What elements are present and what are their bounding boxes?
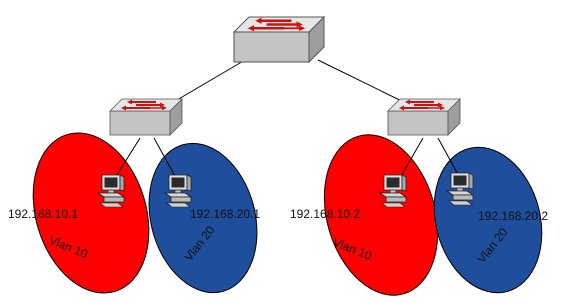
vlan-label: Vlan 20: [181, 223, 218, 264]
ip-label: 192.168.20.1: [190, 207, 261, 221]
core-switch-icon: [234, 17, 324, 62]
vlan-label: Vlan 20: [474, 225, 511, 266]
ip-label: 192.168.10.2: [290, 207, 361, 221]
vlan-label: Vlan 10: [46, 232, 90, 262]
ip-label: 192.168.10.1: [8, 207, 79, 221]
right-switch-icon: [388, 99, 460, 135]
vlan-label: Vlan 10: [330, 234, 374, 264]
left-switch-icon: [110, 99, 182, 135]
ip-label: 192.168.20.2: [478, 209, 549, 223]
